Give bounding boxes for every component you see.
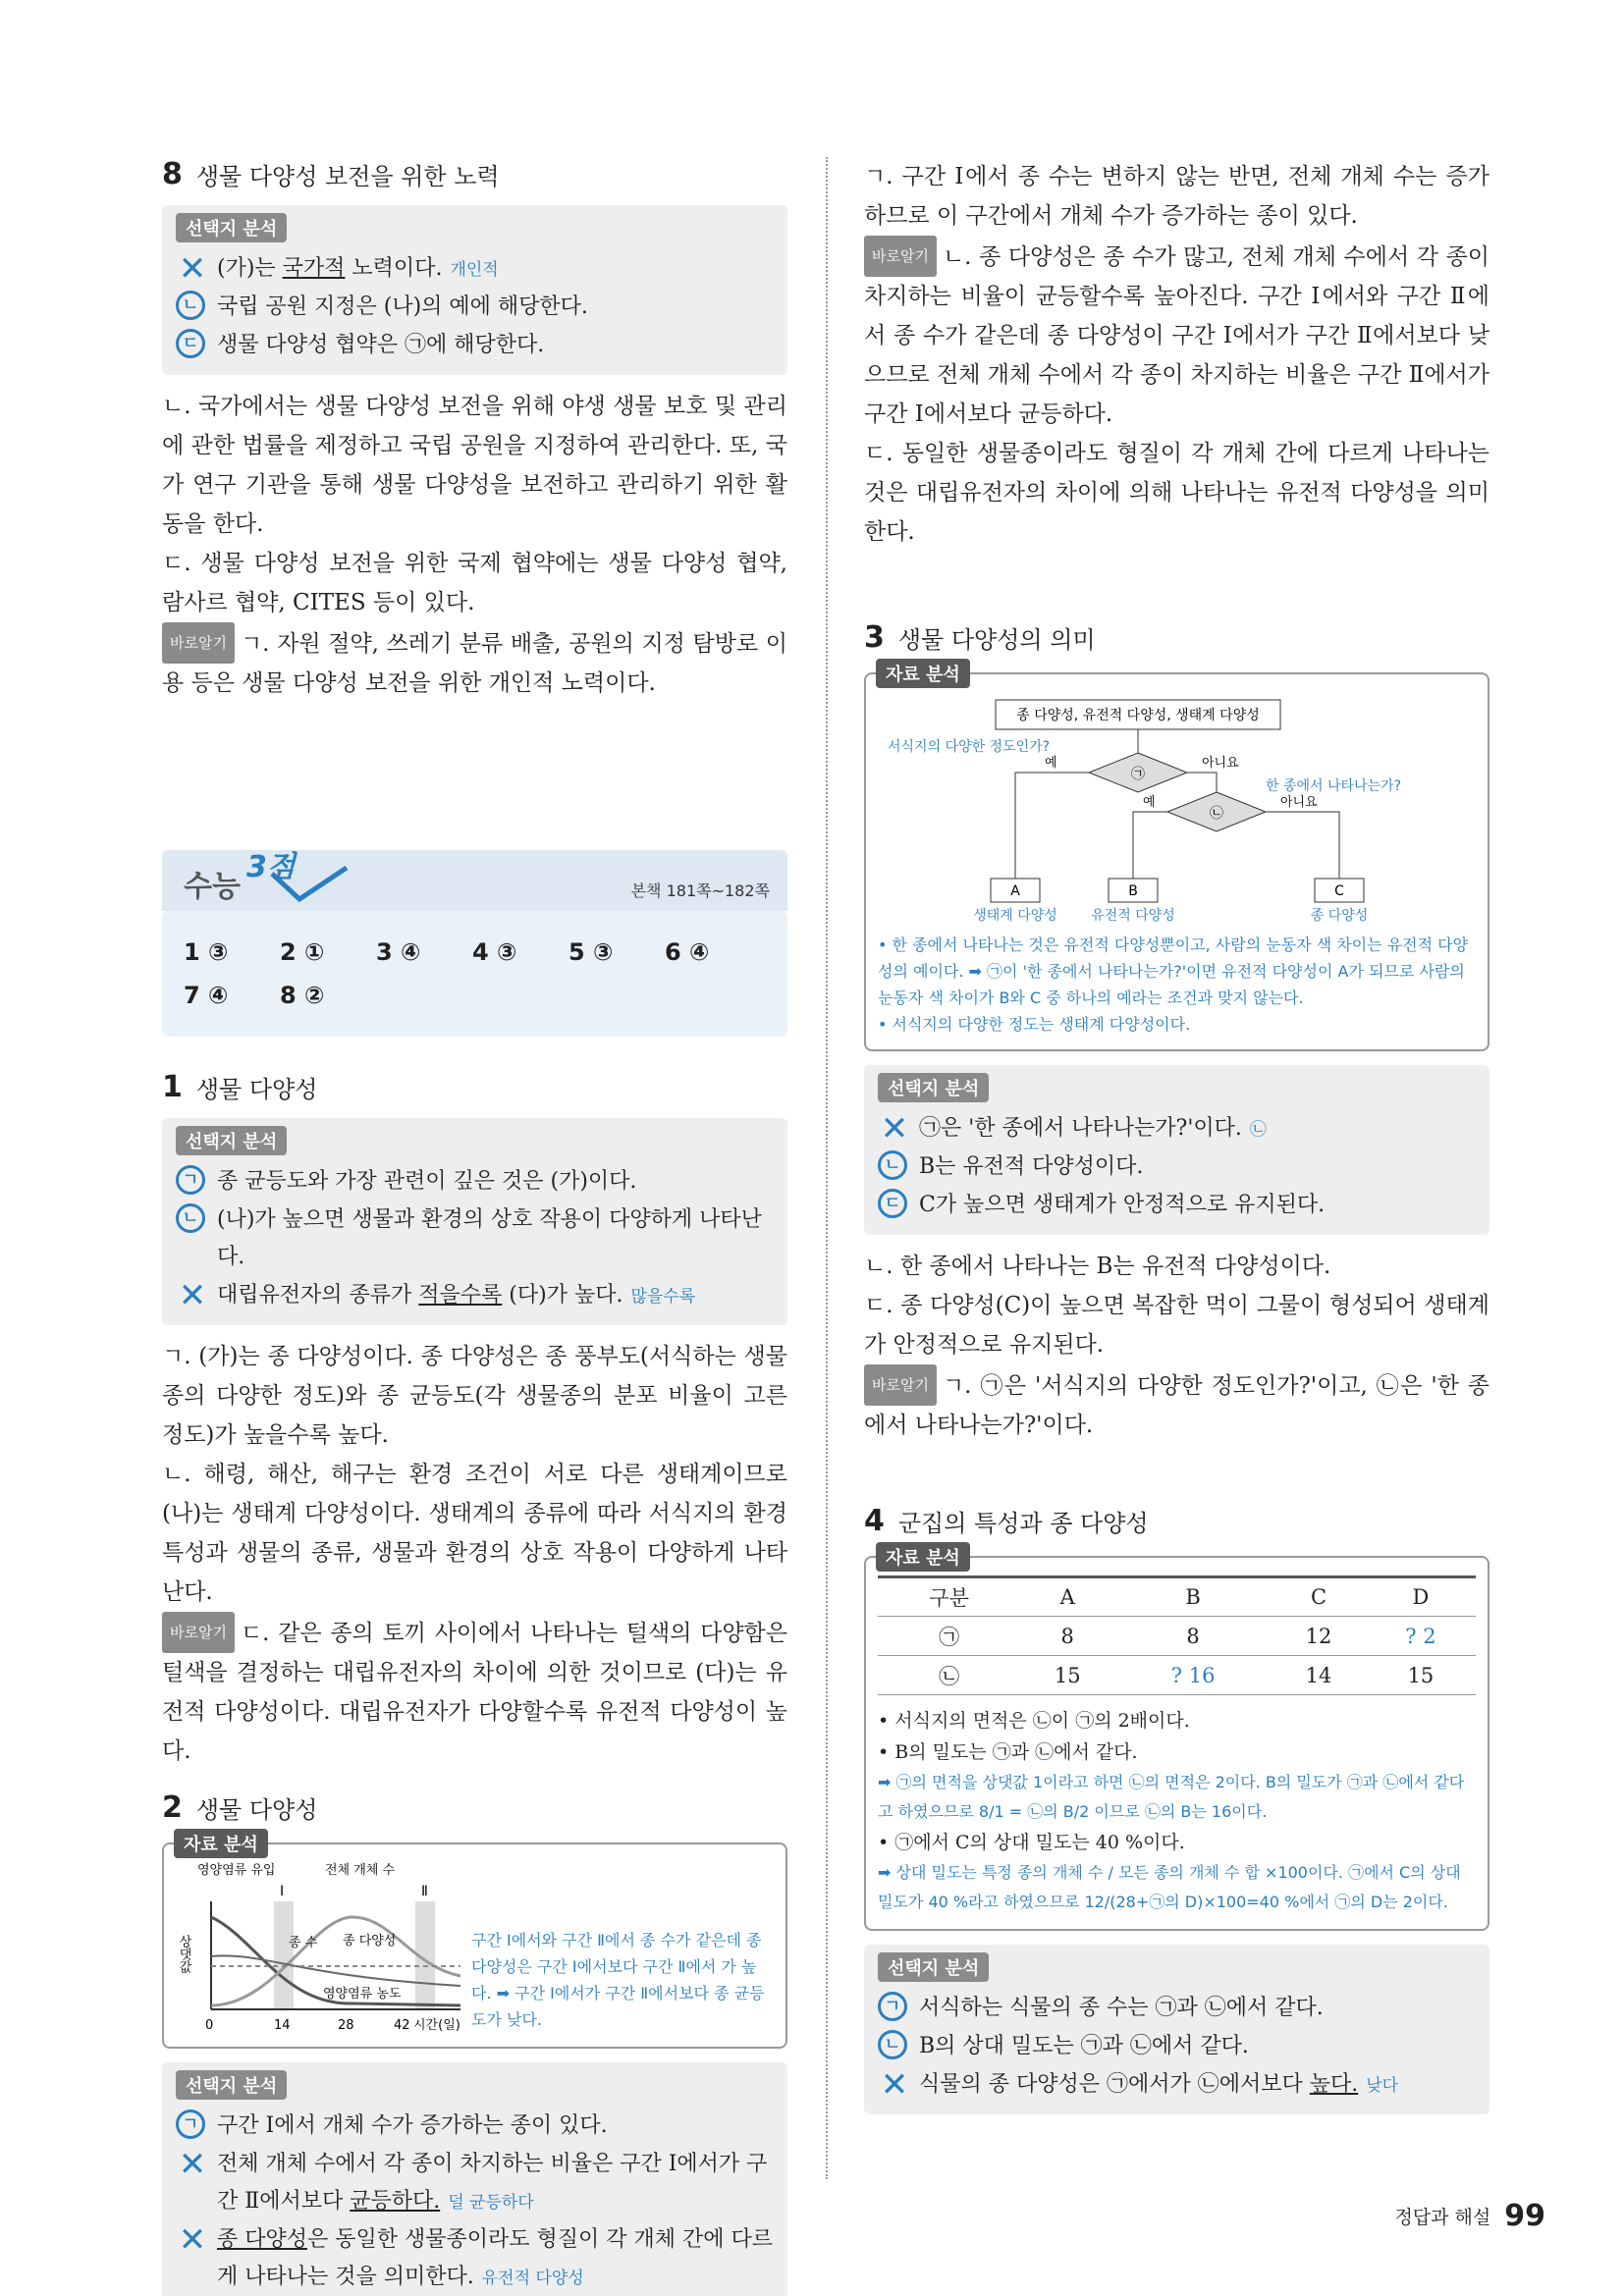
option-pre: 종 균등도와 가장 관련이 깊은 것은 (가)이다.	[217, 1169, 637, 1194]
table-cell: 15	[1020, 1656, 1114, 1695]
option-pre: B의 상대 밀도는 ㉠과 ㉡에서 같다.	[919, 2034, 1249, 2058]
q1-para-3	[162, 1612, 787, 1771]
flow-line	[1266, 812, 1339, 879]
graph-xlabel: 시간(일)	[413, 2018, 460, 2033]
q2-para-1: ㄱ. 구간 Ⅰ에서 종 수는 변하지 않는 반면, 전체 개체 수는 증가하므로 이 구간에서 개체 수가 증가하는 종이 있다.	[864, 164, 1489, 229]
option-item	[176, 1163, 774, 1201]
table-cell: 8	[1114, 1617, 1272, 1656]
answer-item: 4 ③	[472, 938, 517, 966]
q2-number: 2	[162, 1790, 183, 1825]
table-row	[878, 1617, 1476, 1656]
flow-c: C	[1334, 883, 1344, 899]
q1-header	[162, 1070, 787, 1104]
answer-item: 3 ④	[376, 938, 421, 966]
q3-data-box	[864, 665, 1489, 1051]
table-header: D	[1366, 1577, 1476, 1617]
wrong-mark-icon: ✕	[178, 2145, 207, 2184]
q3-choice-analysis	[864, 1065, 1489, 1235]
page-number: 99	[1504, 2199, 1545, 2233]
option-pre: 대립유전자의 종류가	[217, 1283, 419, 1308]
table-header-row	[878, 1577, 1476, 1617]
option-pre: 구간 Ⅰ에서 개체 수가 증가하는 종이 있다.	[217, 2113, 608, 2138]
option-text	[919, 1187, 1332, 1225]
q4-note-5: ➡ 상대 밀도는 특정 종의 개체 수 / 모든 종의 개체 수 합 ×100이다. ㉠에서 C의 상대 밀도가 40 %라고 하였으므로 12/(28+㉠의 D)×100=40 %에서 ㉠의 D는 2이다.	[878, 1863, 1461, 1911]
option-post: (다)가 높다.	[502, 1283, 623, 1308]
q4-choice-analysis	[864, 1945, 1489, 2114]
answer-item: 7 ④	[184, 982, 229, 1009]
graph-tick-42: 42	[394, 2018, 410, 2033]
option-text	[217, 2146, 774, 2221]
flow-b: B	[1128, 883, 1138, 899]
option-text	[919, 1110, 1267, 1148]
option-pre: 전체 개체 수에서 각 종이 차지하는 비율은 구간 Ⅰ에서가 구간 Ⅱ에서보다	[217, 2152, 768, 2214]
option-pre: 국립 공원 지정은 (나)의 예에 해당한다.	[217, 294, 588, 319]
q4-note-3: ➡ ㉠의 면적을 상댓값 1이라고 하면 ㉡의 면적은 2이다. B의 밀도가 ㉠과 ㉡에서 같다고 하였으므로 8/1 = ㉡의 B/2 이므로 ㉡의 B는 16이다.	[878, 1773, 1465, 1821]
q3-data-tag: 자료 분석	[876, 659, 970, 688]
table-row	[878, 1656, 1476, 1695]
q2-choice-analysis	[162, 2062, 787, 2296]
option-text	[217, 1163, 644, 1201]
q3-para-1: ㄴ. 한 종에서 나타나는 B는 유전적 다양성이다.	[864, 1254, 1331, 1279]
flow-line	[1133, 812, 1167, 879]
suneung-pages: 본책 181쪽~182쪽	[630, 881, 770, 900]
option-item	[176, 1277, 774, 1315]
q3-para-3-text: ㄱ. ㉠은 '서식지의 다양한 정도인가?'이고, ㉡은 '한 종에서 나타나는가?'이다.	[864, 1373, 1489, 1438]
graph-sec-2: Ⅱ	[421, 1884, 428, 1899]
answer-row-1	[184, 931, 766, 974]
q3-header	[864, 620, 1489, 655]
option-correction: 개인적	[450, 260, 499, 280]
q3-note-1: • 한 종에서 나타나는 것은 유전적 다양성뿐이고, 사람의 눈동자 색 차이는 유전적 다양성의 예이다. ➡ ㉠이 '한 종에서 나타나는가?'이면 유전적 다양성이 A가 되므로 사람의 눈동자 색 차이가 B와 C 중 하나의 예라는 조건과 맞지 않는다.	[878, 935, 1469, 1007]
q8-tag: 선택지 분석	[176, 213, 287, 242]
answer-row-2	[184, 974, 766, 1017]
q2-para-3: ㄷ. 동일한 생물종이라도 형질이 각 개체 간에 다르게 나타나는 것은 대립유전자의 차이에 의해 나타나는 유전적 다양성을 의미한다.	[864, 441, 1489, 545]
q4-note-1: • 서식지의 면적은 ㉡이 ㉠의 2배이다.	[878, 1710, 1190, 1732]
right-column	[864, 157, 1489, 2126]
q3-correction-badge: 바로알기	[864, 1364, 937, 1406]
footer-label: 정답과 해설	[1394, 2207, 1491, 2228]
option-item	[878, 1187, 1476, 1225]
option-text	[919, 2028, 1257, 2066]
graph-label-total: 전체 개체 수	[325, 1863, 396, 1878]
q8-para-3	[162, 622, 787, 703]
q3-number: 3	[864, 620, 885, 655]
q8-title: 생물 다양성 보전을 위한 노력	[195, 163, 500, 190]
option-item	[176, 1201, 774, 1277]
option-underlined: 높다.	[1309, 2072, 1359, 2097]
option-item	[878, 1148, 1476, 1187]
answer-item: 5 ③	[568, 938, 614, 966]
option-pre: C가 높으면 생태계가 안정적으로 유지된다.	[919, 1193, 1326, 1217]
option-correction: 많을수록	[630, 1287, 696, 1307]
table-cell: 8	[1020, 1617, 1114, 1656]
q3-options	[878, 1110, 1476, 1225]
option-text	[217, 289, 596, 327]
table-cell: ㉠	[878, 1617, 1020, 1656]
q4-number: 4	[864, 1504, 885, 1538]
q4-data-tag: 자료 분석	[876, 1542, 970, 1572]
option-underlined: 종 다양성	[217, 2227, 308, 2252]
option-item	[878, 2028, 1476, 2066]
option-post: 은 동일한 생물종이라도 형질이 각 개체 간에 다르게 나타나는 것을 의미한다.	[217, 2227, 774, 2289]
q2-correction-badge: 바로알기	[864, 236, 937, 277]
option-pre: 식물의 종 다양성은 ㉠에서가 ㉡에서보다	[919, 2072, 1310, 2097]
q4-title: 군집의 특성과 종 다양성	[897, 1510, 1149, 1537]
option-underlined: 적을수록	[418, 1283, 503, 1308]
table-cell: 15	[1366, 1656, 1476, 1695]
q1-correction-badge: 바로알기	[162, 1612, 235, 1653]
option-text	[919, 2066, 1398, 2105]
table-cell: ? 16	[1114, 1656, 1272, 1695]
wrong-mark-icon: ✕	[178, 249, 207, 289]
flow-yes-2: 예	[1143, 795, 1156, 810]
flow-c2: ㉡	[1210, 806, 1223, 822]
q3-note-2: • 서식지의 다양한 정도는 생태계 다양성이다.	[878, 1015, 1191, 1034]
option-pre: ㉠은 '한 종에서 나타나는가?'이다.	[919, 1116, 1242, 1141]
graph-sec1-band	[274, 1901, 294, 2009]
option-item	[878, 2066, 1476, 2105]
q2-graph	[176, 1858, 465, 2035]
wrong-mark-icon: ✕	[880, 1109, 909, 1148]
choice-mark-icon: ㄴ	[176, 291, 205, 320]
option-correction: ㉡	[1249, 1120, 1267, 1140]
q2-header	[162, 1790, 787, 1825]
flow-label-c: 종 다양성	[1310, 908, 1369, 924]
option-pre: B는 유전적 다양성이다.	[919, 1154, 1144, 1179]
q1-para-1: ㄱ. (가)는 종 다양성이다. 종 다양성은 종 풍부도(서식하는 생물 종의 다양한 정도)와 종 균등도(각 생물종의 분포 비율이 고른 정도)가 높을수록 높다.	[162, 1344, 787, 1448]
option-pre: 서식하는 식물의 종 수는 ㉠과 ㉡에서 같다.	[919, 1996, 1324, 2020]
table-header: C	[1272, 1577, 1366, 1617]
option-pre: 생물 다양성 협약은 ㉠에 해당한다.	[217, 333, 545, 357]
q3-para-2: ㄷ. 종 다양성(C)이 높으면 복잡한 먹이 그물이 형성되어 생태계가 안정적으로 유지된다.	[864, 1293, 1489, 1358]
option-post: 노력이다.	[345, 256, 443, 281]
flow-top-text: 종 다양성, 유전적 다양성, 생태계 다양성	[1016, 708, 1260, 723]
option-text	[217, 250, 499, 289]
answer-item: 6 ④	[665, 938, 710, 966]
choice-mark-icon: ㄱ	[176, 2109, 205, 2139]
flow-a: A	[1010, 883, 1020, 899]
q2-title: 생물 다양성	[195, 1796, 318, 1824]
q4-header	[864, 1504, 1489, 1538]
flow-qleft: 서식지의 다양한 정도인가?	[888, 739, 1051, 755]
graph-tick-28: 28	[338, 2018, 354, 2033]
q8-para-2: ㄷ. 생물 다양성 보전을 위한 국제 협약에는 생물 다양성 협약, 람사르 협약, CITES 등이 있다.	[162, 551, 787, 615]
answer-item: 1 ③	[184, 938, 229, 966]
q4-note-4: • ㉠에서 C의 상대 밀도는 40 %이다.	[878, 1832, 1185, 1853]
answer-key	[162, 911, 787, 1037]
q2-tag: 선택지 분석	[176, 2070, 287, 2100]
q8-options	[176, 250, 774, 365]
graph-label-species: 종 수	[289, 1936, 318, 1950]
q8-number: 8	[162, 157, 183, 191]
graph-label-diversity: 종 다양성	[343, 1934, 397, 1949]
option-pre: (나)가 높으면 생물과 환경의 상호 작용이 다양하게 나타난다.	[217, 1207, 762, 1269]
q4-data-box	[864, 1548, 1489, 1931]
option-item	[176, 2146, 774, 2221]
suneung-header	[162, 850, 787, 911]
graph-label-inflow: 영양염류 유입	[197, 1863, 276, 1878]
q3-para-3	[864, 1364, 1489, 1445]
q8-para-3-text: ㄱ. 자원 절약, 쓰레기 분류 배출, 공원의 지정 탐방로 이용 등은 생물 다양성 보전을 위한 개인적 노력이다.	[162, 631, 787, 696]
q1-para-3-text: ㄷ. 같은 종의 토끼 사이에서 나타나는 털색의 다양함은 털색을 결정하는 대립유전자의 차이에 의한 것이므로 (다)는 유전적 다양성이다. 대립유전자가 다양할수록 유전적 다양성이 높다.	[162, 1621, 787, 1764]
q2-para-2	[864, 236, 1489, 434]
q1-options	[176, 1163, 774, 1315]
flow-no-1: 아니요	[1202, 756, 1239, 771]
q2-graph-note: 구간 Ⅰ에서와 구간 Ⅱ에서 종 수가 같은데 종 다양성은 구간 Ⅰ에서보다 구간 Ⅱ에서 가 높다. ➡ 구간 Ⅰ에서가 구간 Ⅱ에서보다 종 균등도가 낮다.	[471, 1931, 765, 2029]
q2-graph-row	[176, 1858, 774, 2035]
q2-options	[176, 2108, 774, 2296]
check-icon	[270, 864, 349, 903]
option-correction: 유전적 다양성	[481, 2269, 584, 2288]
table-header: B	[1114, 1577, 1272, 1617]
q4-note-2: • B의 밀도는 ㉠과 ㉡에서 같다.	[878, 1741, 1138, 1763]
choice-mark-icon: ㄴ	[878, 1150, 907, 1180]
column-divider	[826, 157, 828, 2179]
option-text	[217, 327, 552, 365]
wrong-mark-icon: ✕	[178, 2220, 207, 2260]
q3-tag: 선택지 분석	[878, 1073, 989, 1102]
choice-mark-icon: ㄷ	[176, 329, 205, 358]
q2-para-2-text: ㄴ. 종 다양성은 종 수가 많고, 전체 개체 수에서 각 종이 차지하는 비율이 균등할수록 높아진다. 구간 Ⅰ에서와 구간 Ⅱ에서 종 수가 같은데 종 다양성이 구간 Ⅰ에서가 구간 Ⅱ에서보다 낮으므로 전체 개체 수에서 각 종이 차지하는 비율은 구간 Ⅱ에서가 구간 Ⅰ에서보다 균등하다.	[864, 244, 1489, 427]
suneung-logo: 수능	[184, 870, 241, 904]
option-item	[176, 2221, 774, 2296]
flow-label-a: 생태계 다양성	[973, 908, 1057, 924]
wrong-mark-icon: ✕	[178, 1276, 207, 1315]
flow-c1: ㉠	[1131, 767, 1145, 782]
q1-tag: 선택지 분석	[176, 1126, 287, 1155]
choice-mark-icon: ㄷ	[878, 1189, 907, 1218]
q8-correction-badge: 바로알기	[162, 622, 235, 664]
graph-label-nutrient: 영양염류 농도	[323, 1987, 402, 2002]
q1-para-2: ㄴ. 해령, 해산, 해구는 환경 조건이 서로 다른 생태계이므로 (나)는 생태계 다양성이다. 생태계의 종류에 따라 서식지의 환경 특성과 생물의 종류, 생물과 환경의 상호 작용이 다양하게 나타난다.	[162, 1462, 787, 1605]
table-cell: 14	[1272, 1656, 1366, 1695]
flow-line	[1015, 773, 1089, 879]
option-text	[217, 1277, 695, 1315]
left-column	[162, 157, 787, 2296]
q1-choice-analysis	[162, 1118, 787, 1325]
option-item	[176, 289, 774, 327]
table-header: 구분	[878, 1577, 1020, 1617]
q8-choice-analysis	[162, 205, 787, 375]
graph-ylabel: 상댓값	[176, 1935, 191, 1973]
option-item	[176, 327, 774, 365]
table-header: A	[1020, 1577, 1114, 1617]
q2-data-tag: 자료 분석	[174, 1829, 268, 1858]
choice-mark-icon: ㄴ	[176, 1203, 205, 1233]
option-text	[217, 1201, 774, 1277]
option-underlined: 국가적	[282, 256, 346, 281]
choice-mark-icon: ㄴ	[878, 2030, 907, 2059]
option-text	[919, 1148, 1151, 1187]
table-cell: ? 2	[1366, 1617, 1476, 1656]
option-correction: 덜 균등하다	[448, 2193, 534, 2213]
answer-item: 2 ①	[280, 938, 325, 966]
option-item	[878, 1990, 1476, 2028]
option-item	[176, 2108, 774, 2146]
flow-qright: 한 종에서 나타나는가?	[1266, 778, 1402, 794]
graph-tick-14: 14	[274, 2018, 291, 2033]
flow-yes-1: 예	[1045, 756, 1057, 771]
option-text	[217, 2108, 616, 2146]
q4-tag: 선택지 분석	[878, 1952, 989, 1982]
q3-flowchart	[878, 692, 1477, 928]
option-item	[176, 250, 774, 289]
option-text	[217, 2221, 774, 2296]
choice-mark-icon: ㄱ	[878, 1992, 907, 2021]
q1-title: 생물 다양성	[195, 1076, 318, 1103]
q4-options	[878, 1990, 1476, 2105]
flow-no-2: 아니요	[1280, 795, 1318, 810]
graph-sec-1: Ⅰ	[280, 1884, 285, 1899]
flow-label-b: 유전적 다양성	[1091, 908, 1175, 924]
q4-table	[878, 1575, 1476, 1695]
wrong-mark-icon: ✕	[880, 2065, 909, 2105]
flow-line	[1187, 773, 1217, 792]
q3-title: 생물 다양성의 의미	[897, 626, 1096, 654]
q2-data-box	[162, 1835, 787, 2049]
option-correction: 낮다	[1366, 2076, 1399, 2096]
page-footer	[1394, 2199, 1545, 2233]
graph-tick-0: 0	[205, 2018, 214, 2033]
q1-number: 1	[162, 1070, 183, 1104]
option-text	[919, 1990, 1331, 2028]
q8-para-1: ㄴ. 국가에서는 생물 다양성 보전을 위해 야생 생물 보호 및 관리에 관한 법률을 제정하고 국립 공원을 지정하여 관리한다. 또, 국가 연구 기관을 통해 생물 다양성을 보전하고 관리하기 위한 활동을 한다.	[162, 394, 787, 537]
option-underlined: 균등하다.	[350, 2189, 441, 2214]
table-cell: ㉡	[878, 1656, 1020, 1695]
suneung-3pt: 3점	[245, 850, 296, 884]
table-cell: 12	[1272, 1617, 1366, 1656]
option-item	[878, 1110, 1476, 1148]
answer-item: 8 ②	[280, 982, 325, 1009]
choice-mark-icon: ㄱ	[176, 1165, 205, 1195]
option-pre: (가)는	[217, 256, 283, 281]
q8-header	[162, 157, 787, 191]
